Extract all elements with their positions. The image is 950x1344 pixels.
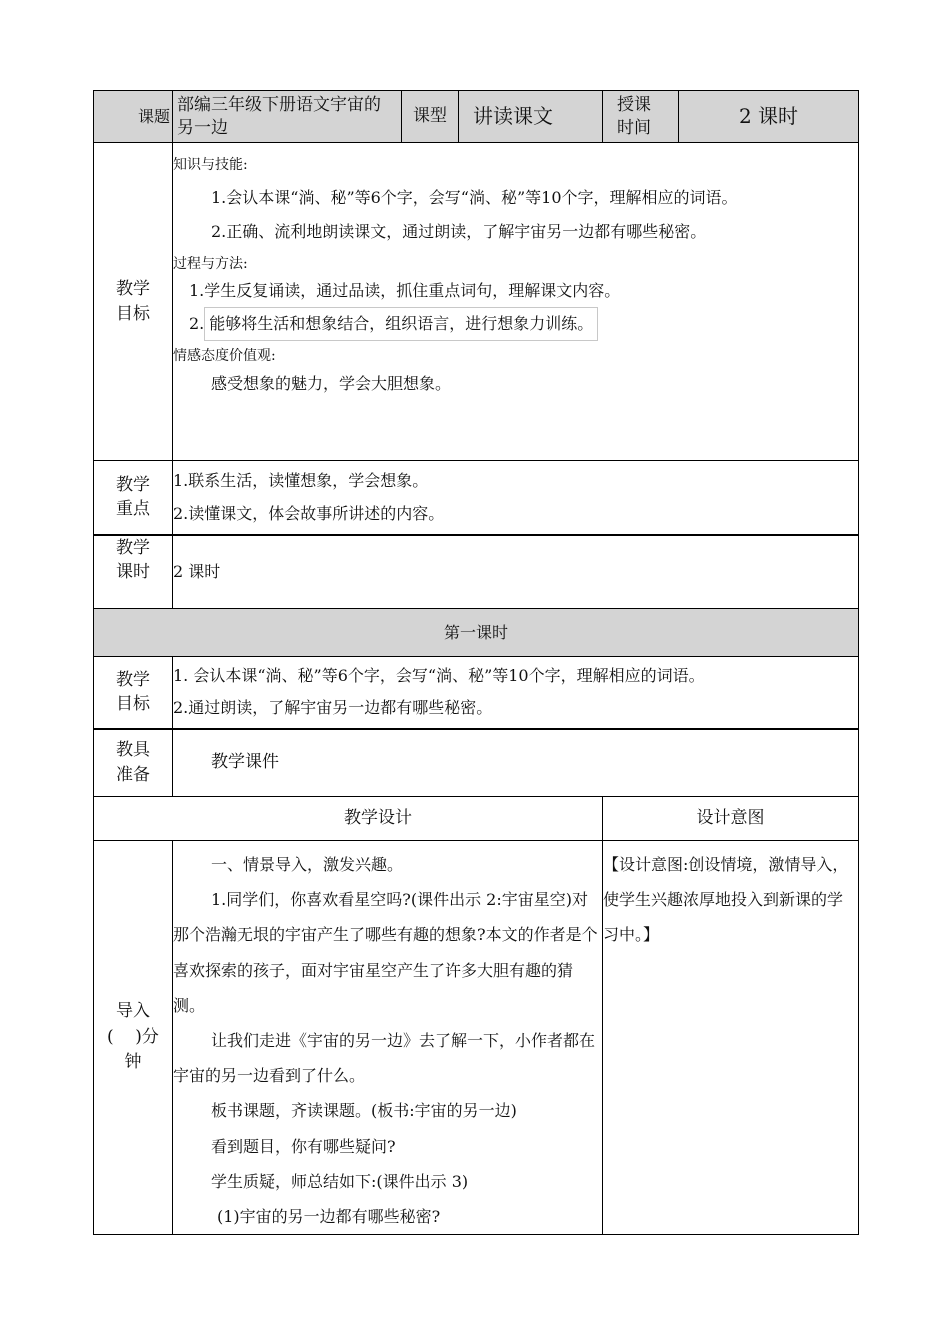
time-value: 2 课时: [679, 91, 859, 143]
intro-row: [94, 841, 859, 1235]
lesson-plan-page: [93, 90, 858, 1235]
periods-value: 2 课时: [173, 535, 859, 609]
period-objectives-label: 教学目标: [94, 657, 173, 729]
keypoints-content: [173, 461, 859, 535]
intent-header: 设计意图: [603, 797, 859, 841]
intro-paragraph: (1)宇宙的另一边都有哪些秘密?: [217, 1206, 441, 1226]
tools-row: [94, 729, 859, 797]
intro-paragraph: 一、情景导入，激发兴趣。: [211, 855, 404, 874]
highlighted-text: 能够将生活和想象结合，组织语言，进行想象力训练。: [204, 307, 598, 341]
intro-paragraph: 让我们走进《宇宙的另一边》去了解一下，小作者都在宇宙的另一边看到了什么。: [173, 1030, 596, 1086]
period-objective-item: 2.通过朗读，了解宇宙另一边都有哪些秘密。: [173, 698, 493, 718]
objectives-item: 1.会认本课“淌、秘”等6个字，会写“淌、秘”等10个字，理解相应的词语。: [211, 188, 738, 207]
type-label: 课型: [402, 91, 459, 143]
intro-intent: 【设计意图:创设情境，激情导入，使学生兴趣浓厚地投入到新课的学习中。】: [603, 841, 859, 1235]
objectives-item: 1.学生反复诵读，通过品读，抓住重点词句，理解课文内容。: [189, 281, 621, 301]
objectives-section-title: 过程与方法:: [173, 255, 248, 272]
keypoints-label: 教学重点: [94, 461, 173, 535]
intro-label: 导入 ( )分 钟: [94, 841, 173, 1235]
design-header-row: [94, 797, 859, 841]
period-objectives-row: [94, 657, 859, 729]
topic-label: 课题: [94, 91, 173, 143]
objectives-item: 2. 能够将生活和想象结合，组织语言，进行想象力训练。: [173, 307, 858, 341]
keypoints-item: 1.联系生活，读懂想象，学会想象。: [173, 470, 429, 490]
objectives-section-title: 知识与技能:: [173, 157, 248, 173]
period-objective-item: 1. 会认本课“淌、秘”等6个字，会写“淌、秘”等10个字，理解相应的词语。: [173, 666, 705, 686]
tools-value: 教学课件: [173, 729, 859, 797]
periods-label: 教学课时: [94, 535, 173, 609]
design-header: 教学设计: [94, 797, 603, 841]
intro-content: [173, 841, 603, 1235]
time-label: 授课时间: [603, 91, 679, 143]
objectives-label: 教学目标: [94, 143, 173, 461]
objectives-content: [173, 143, 859, 461]
header-row: [94, 91, 859, 143]
intro-paragraph: 学生质疑，师总结如下:(课件出示 3): [211, 1171, 469, 1191]
objectives-item: 感受想象的魅力，学会大胆想象。: [211, 373, 452, 393]
objectives-item: 2.正确、流利地朗读课文，通过朗读，了解宇宙另一边都有哪些秘密。: [211, 222, 707, 242]
objectives-row: [94, 143, 859, 461]
objectives-section-title: 情感态度价值观:: [173, 348, 276, 365]
tools-label: 教具准备: [94, 729, 173, 797]
lesson-plan-table: [93, 90, 859, 1235]
keypoints-row: [94, 461, 859, 535]
intro-paragraph: 1.同学们，你喜欢看星空吗?(课件出示 2:宇宙星空)对那个浩瀚无垠的宇宙产生了哪些有趣的想象?本文的作者是个喜欢探索的孩子，面对宇宙星空产生了许多大胆有趣的猜测。: [173, 890, 598, 1015]
keypoints-item: 2.读懂课文，体会故事所讲述的内容。: [173, 504, 445, 524]
intro-paragraph: 板书课题，齐读课题。(板书:宇宙的另一边): [211, 1101, 517, 1121]
first-period-row: [94, 609, 859, 657]
topic-value: 部编三年级下册语文宇宙的另一边: [173, 91, 402, 143]
intro-paragraph: 看到题目，你有哪些疑问?: [211, 1136, 396, 1156]
periods-row: [94, 535, 859, 609]
period-objectives-content: [173, 657, 859, 729]
type-value: 讲读课文: [459, 91, 603, 143]
first-period-title: 第一课时: [94, 609, 859, 657]
